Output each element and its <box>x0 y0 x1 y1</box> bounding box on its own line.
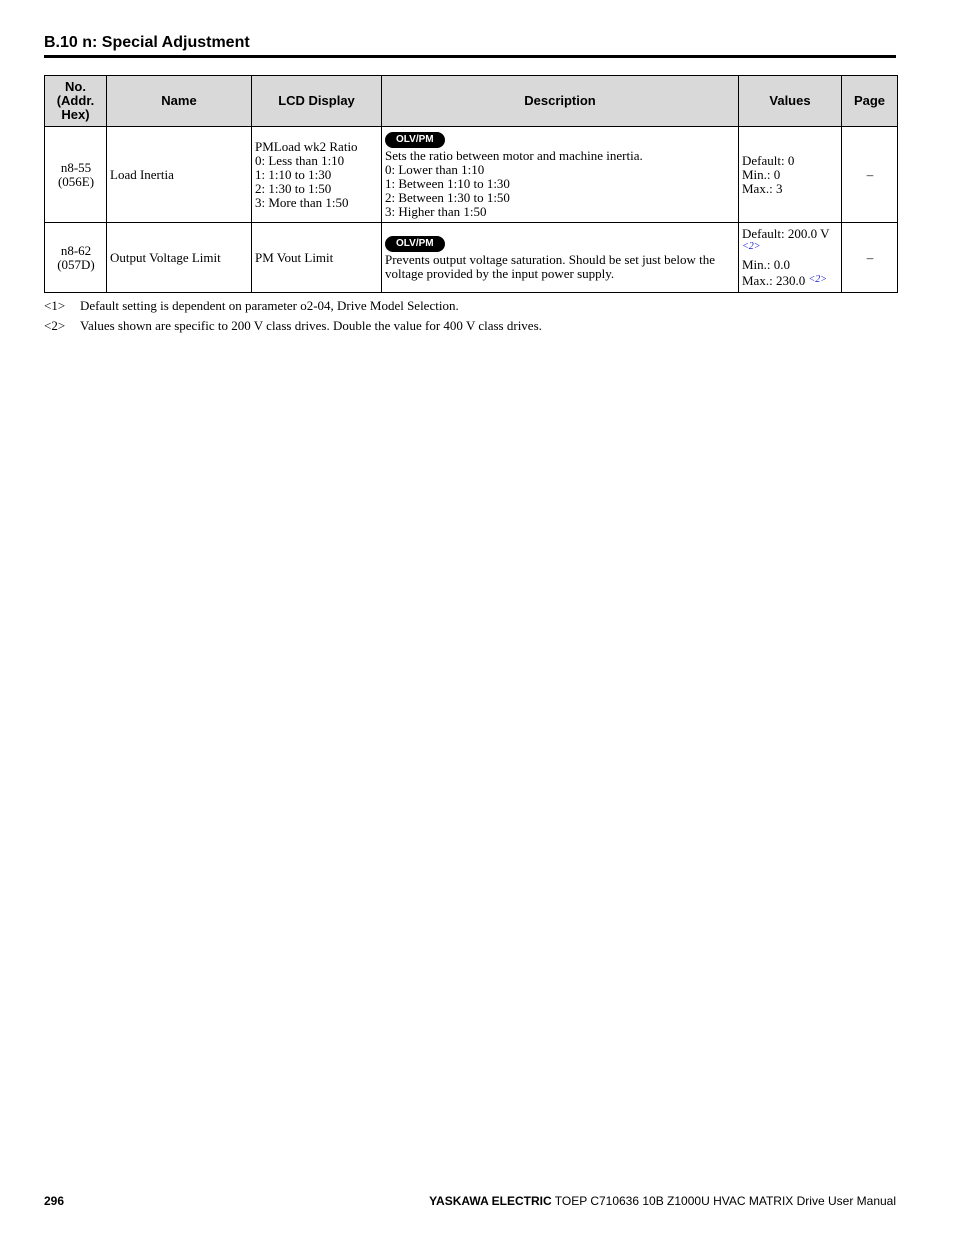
param-number-cell <box>45 223 107 293</box>
description-line: 1: Between 1:10 to 1:30 <box>385 175 510 191</box>
parameter-table <box>44 75 898 293</box>
brand-name: YASKAWA ELECTRIC <box>429 1194 552 1208</box>
footnote-link[interactable]: <2> <box>808 274 827 285</box>
min-value: Min.: 0 <box>742 166 781 182</box>
description-line: 2: Between 1:30 to 1:50 <box>385 189 510 205</box>
footnote <box>44 298 896 313</box>
header-name: Name <box>107 76 252 127</box>
control-mode-badge: OLV/PM <box>385 132 445 148</box>
footer-doc-info <box>429 1193 896 1209</box>
control-mode-badge: OLV/PM <box>385 236 445 252</box>
max-value-line <box>742 274 839 288</box>
page-ref: – <box>842 127 898 223</box>
description-line: 0: Lower than 1:10 <box>385 161 485 177</box>
page-number: 296 <box>44 1194 65 1208</box>
description-line: 3: Higher than 1:50 <box>385 203 487 219</box>
lcd-line: 0: Less than 1:10 <box>255 152 345 168</box>
header-values: Values <box>739 76 842 127</box>
footnote-tag: <1> <box>44 298 66 313</box>
table-header-row <box>45 76 898 127</box>
lcd-line: PMLoad wk2 Ratio <box>255 138 358 154</box>
header-lcd-display: LCD Display <box>252 76 382 127</box>
default-value: Default: 200.0 V <box>742 226 830 241</box>
values-cell <box>739 127 842 223</box>
header-description: Description <box>382 76 739 127</box>
max-value: Max.: 230.0 <box>742 273 806 288</box>
param-number: n8-62 <box>60 242 92 258</box>
default-value: Default: 0 <box>742 152 795 168</box>
description-line: Sets the ratio between motor and machine inertia. <box>385 147 643 163</box>
footnote-link[interactable]: <2> <box>742 241 761 252</box>
section-title: B.10 n: Special Adjustment <box>44 33 896 58</box>
max-value: Max.: 3 <box>742 180 783 196</box>
description-line: Prevents output voltage saturation. Should be set just below the voltage provided by the input power supply. <box>385 251 716 281</box>
lcd-display-cell <box>252 223 382 293</box>
footnote-text: Default setting is dependent on parameter o2-04, Drive Model Selection. <box>80 298 459 313</box>
param-name: Load Inertia <box>107 127 252 223</box>
description-cell <box>382 223 739 293</box>
default-value-line <box>742 227 839 255</box>
footnote <box>44 318 896 333</box>
param-number-cell <box>45 127 107 223</box>
lcd-line: 2: 1:30 to 1:50 <box>255 180 332 196</box>
values-cell <box>739 223 842 293</box>
footnotes <box>44 298 896 338</box>
min-value: Min.: 0.0 <box>742 257 791 272</box>
document-title: TOEP C710636 10B Z1000U HVAC MATRIX Drive User Manual <box>554 1194 896 1208</box>
footnote-tag: <2> <box>44 318 66 333</box>
lcd-line: PM Vout Limit <box>255 249 334 265</box>
param-name: Output Voltage Limit <box>107 223 252 293</box>
table-row <box>45 127 898 223</box>
lcd-display-cell <box>252 127 382 223</box>
lcd-line: 1: 1:10 to 1:30 <box>255 166 332 182</box>
table-row <box>45 223 898 293</box>
description-cell <box>382 127 739 223</box>
header-no: No. (Addr. Hex) <box>45 76 107 127</box>
page-ref: – <box>842 223 898 293</box>
param-number: n8-55 <box>60 159 92 175</box>
header-page: Page <box>842 76 898 127</box>
lcd-line: 3: More than 1:50 <box>255 194 349 210</box>
param-address: (056E) <box>57 173 95 189</box>
footnote-text: Values shown are specific to 200 V class drives. Double the value for 400 V class drives. <box>80 318 542 333</box>
param-address: (057D) <box>57 256 95 272</box>
